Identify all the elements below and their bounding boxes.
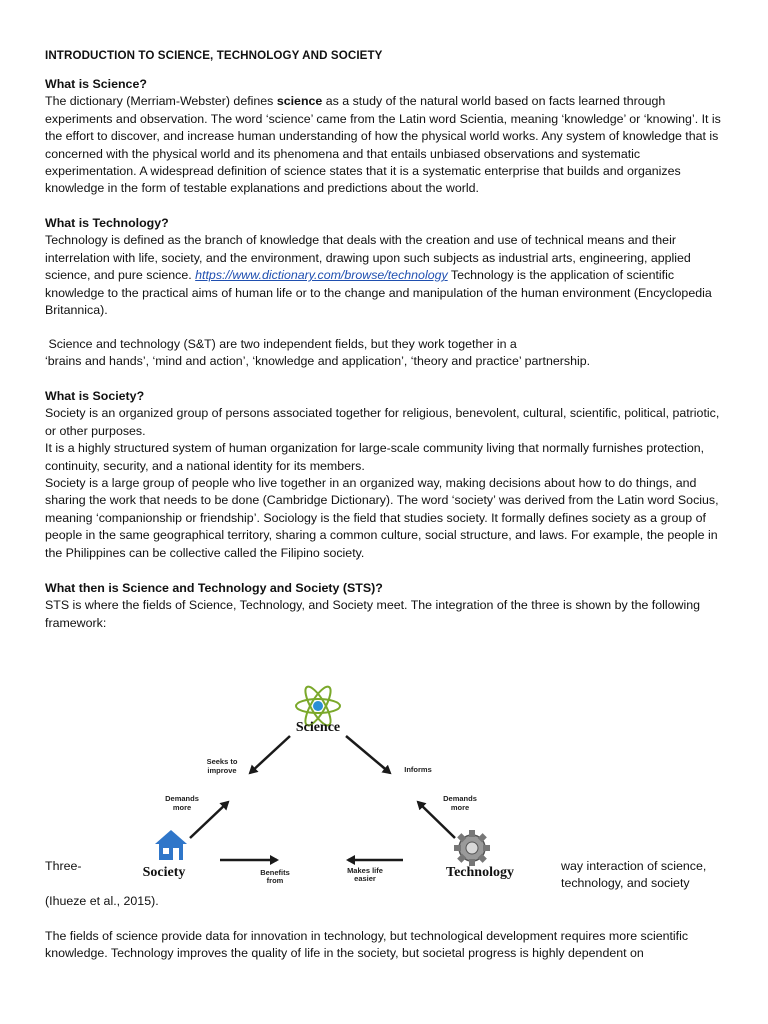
section-technology	[45, 215, 725, 319]
society-heading: What is Society?	[45, 389, 145, 403]
house-icon	[155, 830, 187, 860]
node-society: Society	[142, 865, 186, 880]
sts-framework-figure	[120, 678, 550, 888]
technology-text-b: Technology is the application of scientific knowledge to the practical aims of human life or to the change and manipulation of the human environment (Encyclopedia Britannica).	[45, 268, 712, 318]
gear-icon	[454, 830, 490, 866]
label-demands-left-2: more	[172, 803, 192, 812]
label-benefits-2: from	[266, 876, 284, 885]
science-heading: What is Science?	[45, 77, 147, 91]
partnership-line-1: Science and technology (S&T) are two independent fields, but they work together in a	[45, 337, 517, 351]
label-informs: Informs	[404, 765, 432, 774]
arrow-technology-to-science	[418, 802, 455, 838]
arrow-science-to-society	[250, 736, 290, 773]
science-text-a: The dictionary (Merriam-Webster) defines	[45, 94, 277, 109]
arrow-society-to-science	[190, 802, 228, 838]
figure-caption-left: Three-	[45, 859, 82, 873]
label-benefits-1: Benefits	[260, 868, 290, 877]
citation: (Ihueze et al., 2015).	[45, 894, 159, 908]
technology-paragraph	[45, 232, 725, 319]
node-technology: Technology	[446, 865, 514, 880]
section-sts	[45, 580, 725, 632]
technology-heading: What is Technology?	[45, 216, 169, 230]
section-st-partnership	[45, 336, 725, 371]
label-demands-right-1: Demands	[443, 794, 477, 803]
label-seeks-1: Seeks to	[206, 757, 238, 766]
figure-caption-line-2: technology, and society	[561, 876, 690, 891]
sts-paragraph: STS is where the fields of Science, Technology, and Society meet. The integration of the three is shown by the following framework:	[45, 598, 701, 630]
science-text-b: as a study of the natural world based on facts learned through experiments and observation. The word ‘science’ came from the Latin word Scientia, meaning ‘knowledge’ or ‘knowing’. It is the effort to discover, and increase human understanding of how the physical world works. Any system of knowledge that is concerned with the physical world and its phenomena and that entails unbiased observations and systematic experimentation. A widespread definition of science states that it is a systematic enterprise that builds and organizes knowledge in the form of testable explanations and predictions about the world.	[45, 94, 721, 196]
dictionary-link[interactable]: https://www.dictionary.com/browse/technology	[195, 268, 448, 283]
node-science: Science	[295, 720, 341, 735]
section-science	[45, 76, 725, 198]
figure-caption-line-1: way interaction of science,	[561, 859, 707, 873]
society-paragraph-2: It is a highly structured system of human organization for large-scale community living that normally furnishes protection, continuity, security, and a national identity for its members.	[45, 441, 705, 473]
section-society	[45, 388, 725, 562]
page-title: INTRODUCTION TO SCIENCE, TECHNOLOGY AND SOCIETY	[45, 49, 383, 62]
society-paragraph-1: Society is an organized group of persons associated together for religious, benevolent, cultural, scientific, political, patriotic, or other purposes.	[45, 406, 720, 438]
sts-heading: What then is Science and Technology and Society (STS)?	[45, 581, 383, 595]
partnership-line-2: ‘brains and hands’, ‘mind and action’, ‘knowledge and application’, ‘theory and practice’ partnership.	[45, 354, 591, 369]
label-seeks-2: improve	[207, 766, 237, 775]
label-demands-left-1: Demands	[165, 794, 199, 803]
science-paragraph	[45, 93, 725, 197]
technology-text-a: Technology is defined as the branch of knowledge that deals with the creation and use of technical means and their interrelation with life, society, and the environment, drawing upon such subjects as industrial arts, engineering, applied science, and pure science.	[45, 233, 691, 283]
label-makes-2: easier	[354, 874, 376, 883]
science-bold-term: science	[276, 94, 323, 109]
label-makes-1: Makes life	[347, 866, 383, 875]
figure-caption-right	[561, 858, 731, 893]
closing-paragraph: The fields of science provide data for innovation in technology, but technological development requires more scientific knowledge. Technology improves the quality of life in the society, but societal progress is highly dependent on	[45, 929, 689, 961]
arrow-science-to-technology	[346, 736, 390, 773]
society-paragraph-3: Society is a large group of people who live together in an organized way, making decisions about how to do things, and sharing the work that needs to be done (Cambridge Dictionary). The word ‘society’ was derived from the Latin word Socius, meaning ‘companionship or friendship’. Sociology is the field that studies society. It formally defines society as a group of people in the same geographical territory, sharing a common culture, social structure, and laws. For example, the people in the Philippines can be collective called the Filipino society.	[45, 476, 719, 560]
label-demands-right-2: more	[450, 803, 470, 812]
